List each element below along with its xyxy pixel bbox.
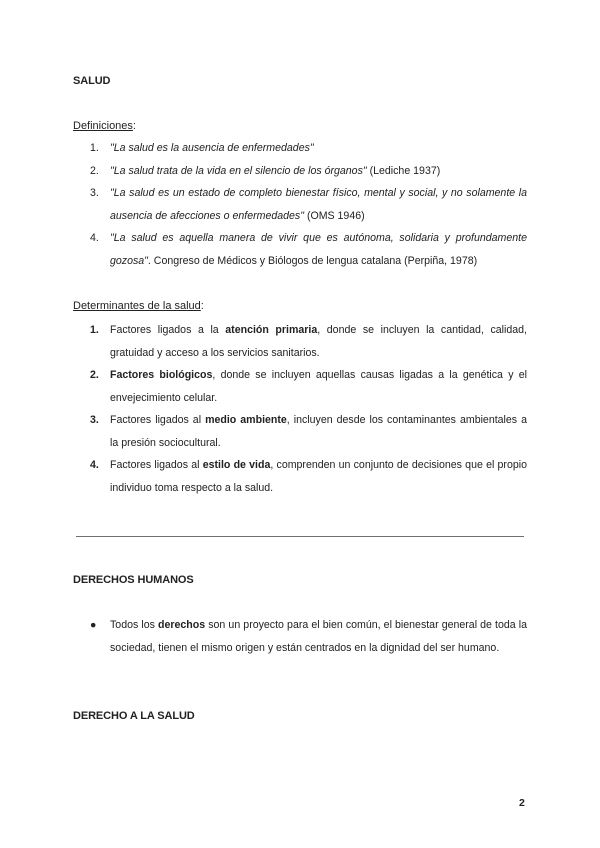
determinant-item xyxy=(90,409,527,454)
determinant-text: Factores ligados a la xyxy=(110,324,226,336)
determinant-keyword: medio ambiente xyxy=(205,414,287,426)
determinant-number: 4. xyxy=(90,459,99,471)
derechos-list xyxy=(90,614,527,659)
determinants-heading-colon: : xyxy=(200,300,204,312)
determinants-heading xyxy=(73,300,204,312)
list-item xyxy=(90,614,527,659)
section-title-derecho-salud: DERECHO A LA SALUD xyxy=(73,710,195,722)
determinant-text: , incluyen desde los contaminantes ambientales a la presión sociocultural. xyxy=(110,414,528,449)
definition-source: (Lediche 1937) xyxy=(366,164,441,177)
determinant-text: , comprenden un conjunto de decisiones que el propio individuo toma respecto a la salud. xyxy=(110,459,527,494)
determinant-keyword: estilo de vida xyxy=(202,459,271,471)
determinant-item xyxy=(90,319,527,364)
section-title-derechos-humanos: DERECHOS HUMANOS xyxy=(73,574,194,586)
definition-number: 1. xyxy=(90,142,99,154)
definition-quote: "La salud trata de la vida en el silencio de los órganos" xyxy=(110,164,367,177)
determinant-number: 3. xyxy=(90,414,99,426)
determinants-list xyxy=(90,319,527,499)
item-text: Todos los xyxy=(110,619,159,631)
determinant-item xyxy=(90,454,527,499)
bullet-icon: ● xyxy=(90,619,97,631)
determinants-heading-text: Determinantes de la salud xyxy=(73,300,201,312)
definition-quote: "La salud es la ausencia de enfermedades" xyxy=(110,142,314,154)
definition-number: 2. xyxy=(90,164,99,177)
determinant-text: , donde se incluyen la cantidad, calidad, gratuidad y acceso a los servicios sanitarios. xyxy=(110,324,528,359)
item-text: son un proyecto para el bien común, el bienestar general de toda la sociedad, tienen el mismo origen y están centrados en la dignidad del ser humano. xyxy=(110,619,528,654)
definition-number: 3. xyxy=(90,187,99,199)
definition-item xyxy=(90,182,527,227)
definitions-list xyxy=(90,137,527,272)
determinant-keyword: atención primaria xyxy=(225,324,318,336)
determinant-number: 2. xyxy=(90,369,99,381)
determinant-item xyxy=(90,364,527,409)
definition-item xyxy=(90,227,527,272)
page-number: 2 xyxy=(519,797,525,809)
definitions-heading-text: Definiciones xyxy=(73,120,133,132)
section-title-salud: SALUD xyxy=(73,75,111,87)
definition-source: (OMS 1946) xyxy=(304,209,365,222)
definitions-heading-colon: : xyxy=(132,120,136,132)
determinant-keyword: Factores biológicos xyxy=(110,369,213,381)
definitions-heading xyxy=(73,120,136,132)
horizontal-divider xyxy=(76,536,524,537)
definition-item xyxy=(90,160,527,183)
definition-quote: "La salud es un estado de completo bienestar físico, mental y social, y no solamente la ausencia de afecciones o enfermedades" xyxy=(110,187,527,222)
definition-quote: "La salud es aquella manera de vivir que es autónoma, solidaria y profundamente gozosa" xyxy=(110,232,527,267)
definition-number: 4. xyxy=(90,232,99,244)
definition-source: . Congreso de Médicos y Biólogos de lengua catalana (Perpiña, 1978) xyxy=(147,254,478,267)
determinant-number: 1. xyxy=(90,324,99,336)
definition-item xyxy=(90,137,527,160)
item-keyword: derechos xyxy=(158,619,206,631)
determinant-text: , donde se incluyen aquellas causas ligadas a la genética y el envejecimiento celular. xyxy=(110,369,527,404)
determinant-text: Factores ligados al xyxy=(110,414,206,426)
determinant-text: Factores ligados al xyxy=(110,459,203,471)
